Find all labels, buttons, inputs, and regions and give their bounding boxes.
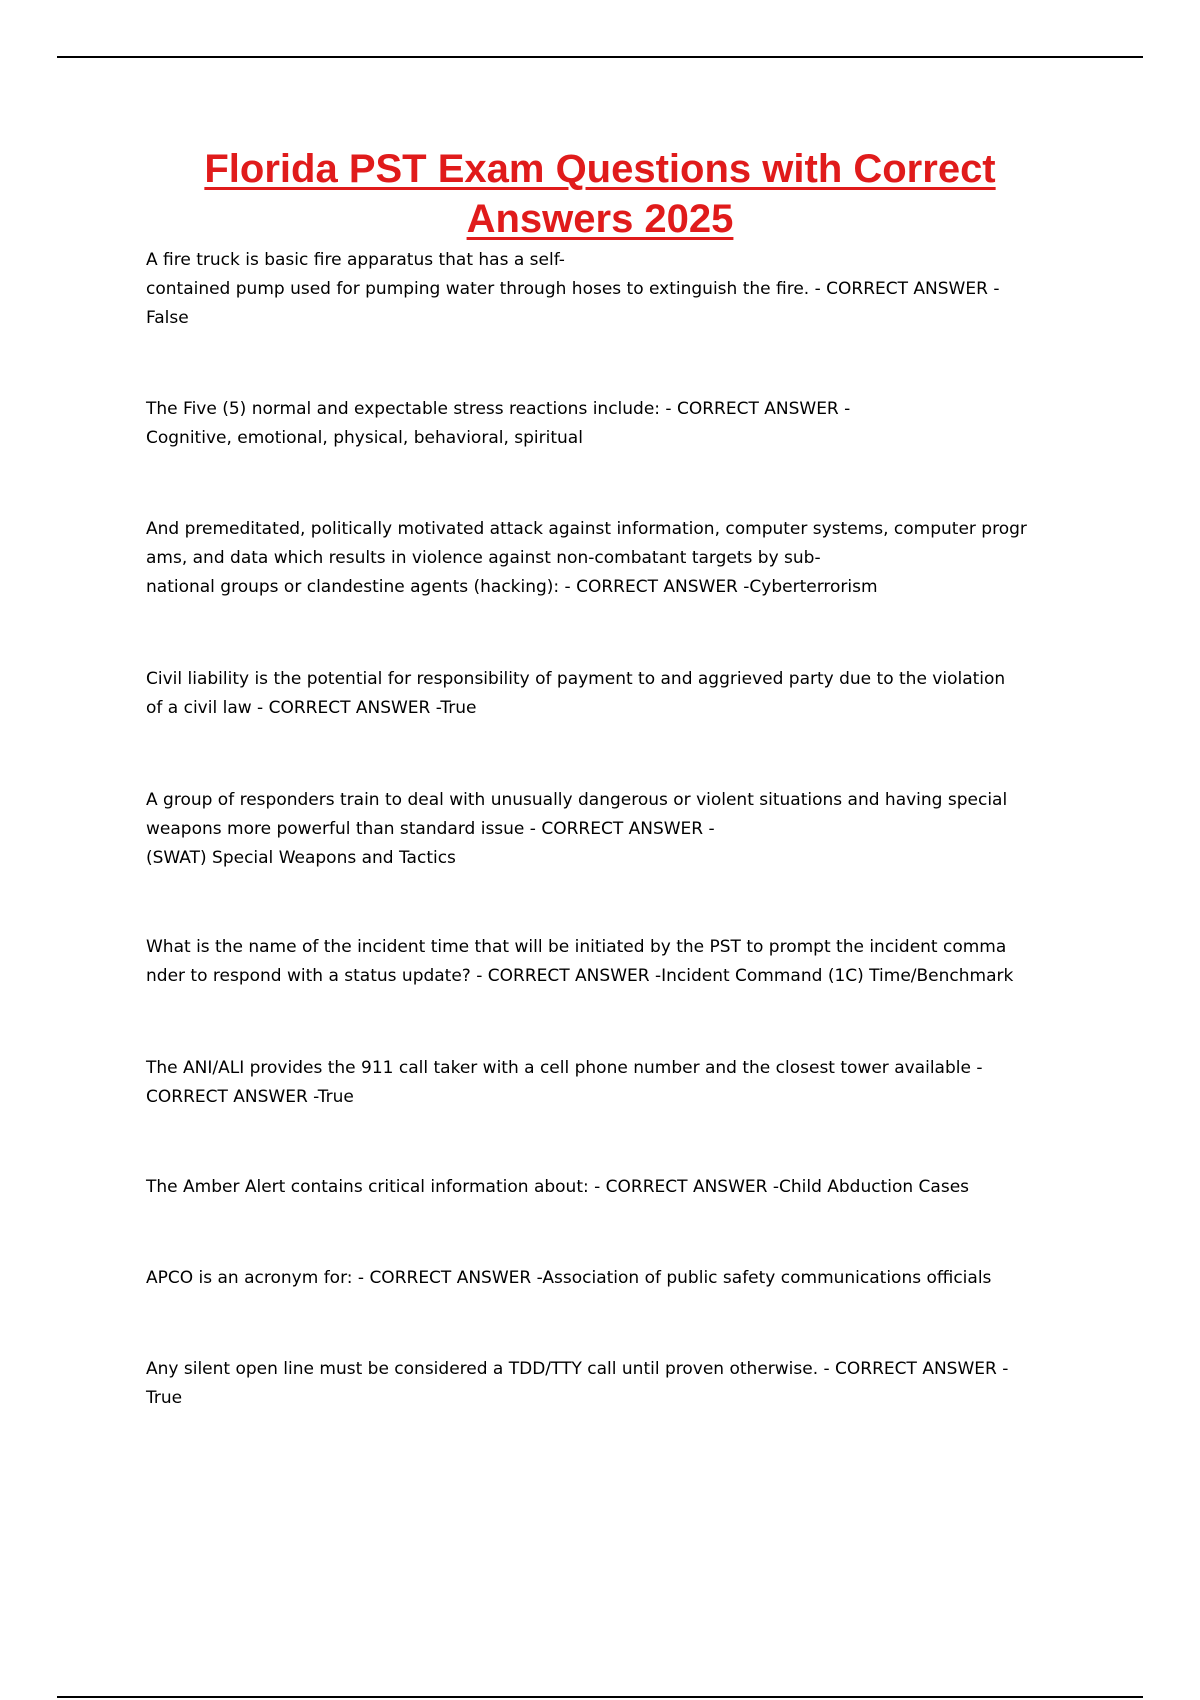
top-rule [57,56,1143,58]
qa-item-8: The Amber Alert contains critical information about: - CORRECT ANSWER -Child Abduction Cases [146,1177,970,1197]
qa-item-1: A fire truck is basic fire apparatus that has a self- contained pump used for pumping water through hoses to extinguish the fire. - CORRECT ANSWER - False [146,250,1000,328]
qa-item-5: A group of responders train to deal with unusually dangerous or violent situations and having special weapons more powerful than standard issue - CORRECT ANSWER - (SWAT) Special Weapons and Tactics [146,790,1008,868]
qa-item-2: The Five (5) normal and expectable stress reactions include: - CORRECT ANSWER - Cognitive, emotional, physical, behavioral, spiritual [146,399,851,448]
qa-item-10: Any silent open line must be considered a TDD/TTY call until proven otherwise. - CORRECT ANSWER - True [146,1359,1009,1408]
document-title [100,144,1100,244]
qa-item-7: The ANI/ALI provides the 911 call taker with a cell phone number and the closest tower available - CORRECT ANSWER -True [146,1058,983,1107]
qa-item-3: And premeditated, politically motivated attack against information, computer systems, computer progr ams, and data which results in violence against non-combatant targets by sub- national groups or clandestine agents (hacking): - CORRECT ANSWER -Cyberterrorism [146,519,1027,597]
qa-item-6: What is the name of the incident time that will be initiated by the PST to prompt the incident comma nder to respond with a status update? - CORRECT ANSWER -Incident Command (1C) Time/Benchmark [146,937,1014,986]
bottom-rule [57,1696,1143,1698]
title-line-2: Answers 2025 [466,197,734,241]
qa-item-9: APCO is an acronym for: - CORRECT ANSWER -Association of public safety communications officials [146,1268,992,1288]
title-line-1: Florida PST Exam Questions with Correct [204,147,996,191]
qa-item-4: Civil liability is the potential for responsibility of payment to and aggrieved party due to the violation of a civil law - CORRECT ANSWER -True [146,669,1006,718]
